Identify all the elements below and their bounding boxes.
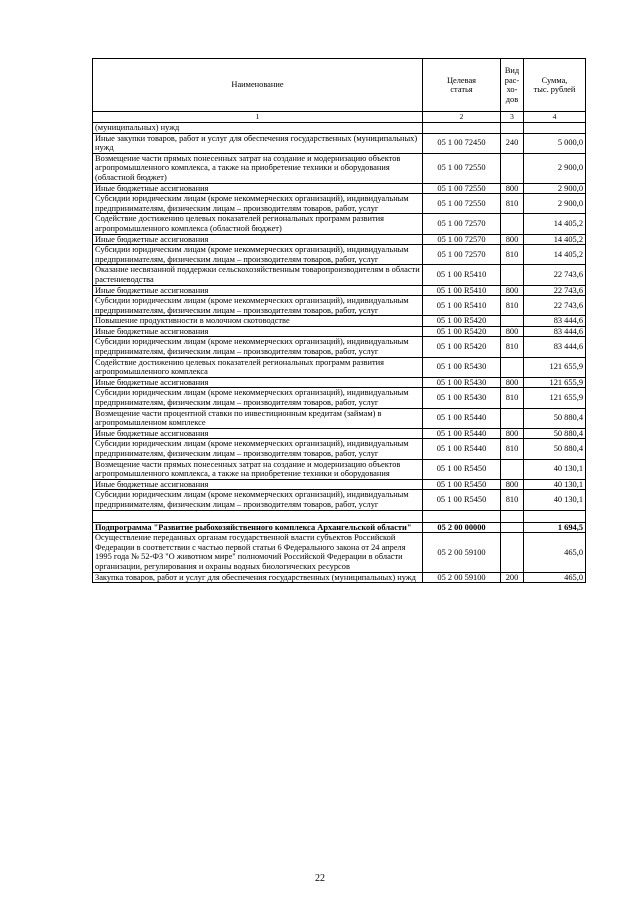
row-sum-cell: 50 880,4 [524,408,586,428]
row-type-cell: 800 [501,479,524,490]
row-sum-cell: 465,0 [524,533,586,572]
row-code-cell: 05 1 00 R5420 [423,337,501,357]
row-type-cell: 810 [501,194,524,214]
row-code-cell: 05 2 00 59100 [423,533,501,572]
row-sum-cell: 2 900,0 [524,183,586,194]
row-sum-cell: 83 444,6 [524,337,586,357]
table-row [93,133,586,153]
row-type-cell: 810 [501,245,524,265]
row-code-cell: 05 1 00 R5450 [423,459,501,479]
row-code-cell: 05 1 00 R5450 [423,479,501,490]
row-type-cell: 800 [501,377,524,388]
row-name-cell: Иные бюджетные ассигнования [93,285,423,296]
table-row [93,459,586,479]
row-name-cell: (муниципальных) нужд [93,123,423,134]
row-sum-cell: 14 405,2 [524,234,586,245]
table-row [93,245,586,265]
row-sum-cell: 22 743,6 [524,285,586,296]
row-type-cell: 240 [501,133,524,153]
row-type-cell [501,214,524,234]
table-row [93,377,586,388]
table-header [93,59,586,123]
table-row [93,153,586,183]
row-name-cell: Иные бюджетные ассигнования [93,377,423,388]
row-sum-cell: 2 900,0 [524,194,586,214]
table-row [93,234,586,245]
table-row [93,183,586,194]
table-row [93,123,586,134]
row-type-cell [501,153,524,183]
header-name: Наименование [93,59,423,112]
row-type-cell: 810 [501,337,524,357]
row-sum-cell: 83 444,6 [524,326,586,337]
row-name-cell: Закупка товаров, работ и услуг для обеспечения государственных (муниципальных) нужд [93,572,423,583]
row-name-cell: Иные бюджетные ассигнования [93,183,423,194]
row-type-cell [501,533,524,572]
row-sum-cell: 14 405,2 [524,245,586,265]
row-sum-cell: 121 655,9 [524,357,586,377]
row-code-cell: 05 2 00 00000 [423,522,501,533]
header-sum: Сумма, тыс. рублей [524,59,586,112]
table-row [93,522,586,533]
table-row [93,408,586,428]
row-name-cell: Возмещение части прямых понесенных затрат на создание и модернизацию объектов агропромышленного комплекса, а также на приобретение техники и оборудования [93,459,423,479]
row-code-cell: 05 1 00 R5440 [423,428,501,439]
row-code-cell: 05 1 00 72450 [423,133,501,153]
row-name-cell: Содействие достижению целевых показателей региональных программ развития агропромышленного комплекса [93,357,423,377]
table-row [93,326,586,337]
row-name-cell: Иные бюджетные ассигнования [93,326,423,337]
row-code-cell: 05 1 00 R5420 [423,316,501,327]
row-type-cell [501,265,524,285]
table-row [93,490,586,510]
row-type-cell: 800 [501,234,524,245]
row-type-cell: 810 [501,490,524,510]
table-row [93,337,586,357]
row-type-cell: 810 [501,296,524,316]
row-name-cell: Иные бюджетные ассигнования [93,428,423,439]
row-name-cell: Субсидии юридическим лицам (кроме некоммерческих организаций), индивидуальным предпринимателям, физическим лицам – производителям товаров, работ, услуг [93,439,423,459]
row-name-cell: Субсидии юридическим лицам (кроме некоммерческих организаций), индивидуальным предпринимателям, физическим лицам – производителям товаров, работ, услуг [93,194,423,214]
table-row [93,428,586,439]
row-sum-cell: 2 900,0 [524,153,586,183]
row-sum-cell [524,123,586,134]
row-code-cell: 05 1 00 72570 [423,234,501,245]
row-name-cell: Подпрограмма "Развитие рыбохозяйственного комплекса Архангельской области" [93,522,423,533]
row-type-cell: 800 [501,428,524,439]
row-type-cell [501,123,524,134]
row-code-cell: 05 1 00 R5410 [423,296,501,316]
header-row [93,59,586,112]
row-name-cell: Субсидии юридическим лицам (кроме некоммерческих организаций), индивидуальным предпринимателям, физическим лицам – производителям товаров, работ, услуг [93,490,423,510]
row-type-cell [501,522,524,533]
row-name-cell: Возмещение части прямых понесенных затрат на создание и модернизацию объектов агропромышленного комплекса, а также на приобретение техники и оборудования (областной бюджет) [93,153,423,183]
row-name-cell: Субсидии юридическим лицам (кроме некоммерческих организаций), индивидуальным предпринимателям, физическим лицам – производителям товаров, работ, услуг [93,337,423,357]
row-type-cell [501,459,524,479]
header-code: Целевая статья [423,59,501,112]
row-sum-cell: 465,0 [524,572,586,583]
row-type-cell [501,357,524,377]
row-type-cell [501,510,524,522]
row-type-cell: 800 [501,285,524,296]
table-row [93,265,586,285]
column-number-3: 3 [501,112,524,123]
table-row [93,296,586,316]
row-code-cell: 05 1 00 R5430 [423,388,501,408]
row-sum-cell: 5 000,0 [524,133,586,153]
row-code-cell: 05 1 00 72550 [423,183,501,194]
column-number-2: 2 [423,112,501,123]
row-code-cell: 05 1 00 72570 [423,214,501,234]
row-name-cell: Иные бюджетные ассигнования [93,479,423,490]
table-row [93,388,586,408]
row-sum-cell: 50 880,4 [524,439,586,459]
row-code-cell: 05 1 00 R5450 [423,490,501,510]
row-sum-cell: 22 743,6 [524,296,586,316]
row-name-cell: Оказание несвязанной поддержки сельскохозяйственным товаропроизводителям в области растениеводства [93,265,423,285]
row-code-cell [423,123,501,134]
row-sum-cell: 40 130,1 [524,459,586,479]
table-row [93,510,586,522]
row-type-cell: 800 [501,183,524,194]
row-code-cell [423,510,501,522]
row-name-cell: Субсидии юридическим лицам (кроме некоммерческих организаций), индивидуальным предпринимателям, физическим лицам – производителям товаров, работ, услуг [93,296,423,316]
budget-table [92,58,586,583]
table-row [93,479,586,490]
row-code-cell: 05 1 00 R5430 [423,377,501,388]
row-sum-cell: 1 694,5 [524,522,586,533]
row-type-cell: 200 [501,572,524,583]
row-code-cell: 05 1 00 R5440 [423,408,501,428]
header-type: Вид рас- хо- дов [501,59,524,112]
column-number-row [93,112,586,123]
row-name-cell: Субсидии юридическим лицам (кроме некоммерческих организаций), индивидуальным предпринимателям, физическим лицам – производителям товаров, работ, услуг [93,388,423,408]
row-sum-cell: 50 880,4 [524,428,586,439]
table-row [93,214,586,234]
row-name-cell: Возмещение части процентной ставки по инвестиционным кредитам (займам) в агропромышленном комплексе [93,408,423,428]
row-sum-cell: 14 405,2 [524,214,586,234]
row-sum-cell: 121 655,9 [524,377,586,388]
row-sum-cell: 121 655,9 [524,388,586,408]
row-code-cell: 05 1 00 R5440 [423,439,501,459]
row-name-cell: Иные бюджетные ассигнования [93,234,423,245]
row-type-cell: 810 [501,439,524,459]
row-type-cell [501,316,524,327]
row-sum-cell: 22 743,6 [524,265,586,285]
column-number-1: 1 [93,112,423,123]
row-code-cell: 05 1 00 R5430 [423,357,501,377]
row-name-cell: Субсидии юридическим лицам (кроме некоммерческих организаций), индивидуальным предпринимателям, физическим лицам – производителям товаров, работ, услуг [93,245,423,265]
row-sum-cell: 83 444,6 [524,316,586,327]
row-code-cell: 05 1 00 R5420 [423,326,501,337]
row-code-cell: 05 2 00 59100 [423,572,501,583]
row-code-cell: 05 1 00 72550 [423,153,501,183]
row-name-cell [93,510,423,522]
table-row [93,357,586,377]
table-row [93,316,586,327]
row-type-cell: 810 [501,388,524,408]
table-row [93,285,586,296]
column-number-4: 4 [524,112,586,123]
table-row [93,439,586,459]
row-code-cell: 05 1 00 72550 [423,194,501,214]
table-body [93,123,586,583]
row-sum-cell: 40 130,1 [524,479,586,490]
row-code-cell: 05 1 00 72570 [423,245,501,265]
row-name-cell: Иные закупки товаров, работ и услуг для обеспечения государственных (муниципальных) нужд [93,133,423,153]
table-row [93,572,586,583]
row-type-cell [501,408,524,428]
row-sum-cell [524,510,586,522]
row-name-cell: Повышение продуктивности в молочном скотоводстве [93,316,423,327]
row-code-cell: 05 1 00 R5410 [423,265,501,285]
row-name-cell: Осуществление переданных органам государственной власти субъектов Российской Федерации в соответствии с частью первой статьи 6 Федерального закона от 24 апреля 1995 года № 52-ФЗ "О животном мире" полномочий Российской Федерации в области организации, регулирования и охраны водных биологических ресурсов [93,533,423,572]
row-code-cell: 05 1 00 R5410 [423,285,501,296]
row-name-cell: Содействие достижению целевых показателей региональных программ развития агропромышленного комплекса (областной бюджет) [93,214,423,234]
table-row [93,533,586,572]
row-type-cell: 800 [501,326,524,337]
table-row [93,194,586,214]
page-number: 22 [315,873,325,884]
row-sum-cell: 40 130,1 [524,490,586,510]
